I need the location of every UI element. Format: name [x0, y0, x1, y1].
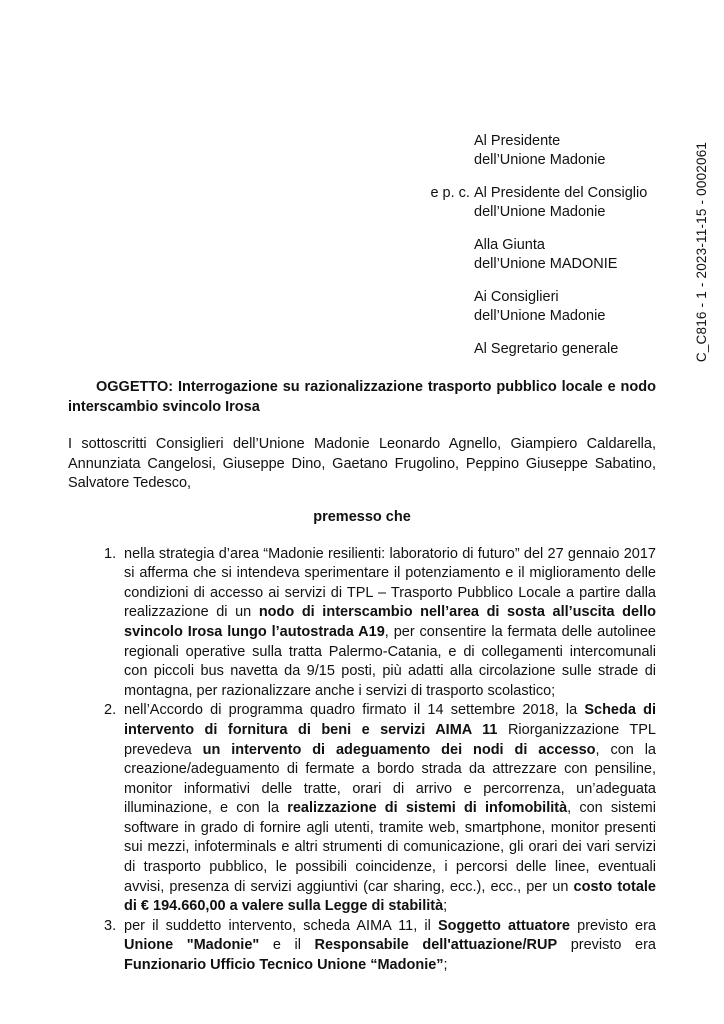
premise-bold-text: Responsabile dell'attuazione/RUP	[314, 937, 558, 954]
premise-bold-text: realizzazione di sistemi di infomobilità	[287, 800, 568, 817]
premise-text: ;	[443, 898, 448, 915]
premise-text: , per consentire la fermata delle autolinee regionali operative sulla tratta Palermo-Catania, e di collegamenti intercomunali con piccoli bus navetta da 9/15 posti, più adatti alla circolazione sulle strade di montagna, per razionalizzare anche i servizi di trasporto scolastico;	[124, 623, 656, 699]
document-body	[68, 378, 656, 976]
premise-number: 2.	[104, 702, 117, 719]
addressee-list	[420, 132, 660, 374]
premise-text: previsto era	[569, 917, 656, 934]
addressee-line: dell’Unione Madonie	[474, 151, 606, 168]
addressee-line: Alla Giunta	[474, 237, 545, 253]
premises-list	[68, 545, 656, 976]
premise-text: per il suddetto intervento, scheda AIMA 11, il	[124, 917, 438, 934]
addressee-prefix: e p. c.	[430, 185, 474, 201]
premesso-heading: premesso che	[313, 508, 411, 525]
protocol-stamp: C_C816 - 1 - 2023-11-15 - 0002061	[694, 141, 709, 363]
addressee-line: Ai Consiglieri	[474, 289, 559, 305]
addressee-line: dell’Unione MADONIE	[474, 255, 618, 272]
addressee-line: Al Presidente del Consiglio	[474, 185, 648, 201]
addressee-block	[420, 236, 660, 273]
premise-bold-text: Soggetto attuatore	[437, 917, 570, 934]
subject-line: OGGETTO: Interrogazione su razionalizzazione trasporto pubblico locale e nodo interscambio svincolo Irosa	[68, 379, 656, 415]
premise-number: 1.	[104, 545, 117, 562]
addressee-line: Al Presidente	[474, 133, 561, 149]
premise-bold-text: costo totale di € 194.660,00 a valere sulla Legge di stabilità	[124, 878, 656, 915]
premise-text: Riorganizzazione TPL prevedeva	[124, 721, 656, 758]
premise-item	[68, 701, 656, 917]
premise-bold-text: nodo di interscambio nell’area di sosta all’uscita dello svincolo Irosa lungo l’autostrada A19	[124, 604, 656, 640]
premise-text: nell’Accordo di programma quadro firmato il 14 settembre 2018, la	[124, 702, 585, 719]
premise-text: , con la creazione/adeguamento di fermate a bordo strada da attrezzare con pensiline, monitor informativi delle tratte, orari di arrivo e percorrenza, un’adeguata illuminazione, e con la	[124, 741, 656, 817]
premise-bold-text: Unione "Madonie"	[124, 937, 260, 954]
addressee-line: dell’Unione Madonie	[474, 307, 606, 324]
premise-item	[68, 545, 656, 702]
addressee-block	[420, 340, 660, 359]
premise-item	[68, 917, 656, 976]
premise-text: ;	[443, 957, 448, 974]
addressee-block	[420, 184, 660, 221]
premise-text: previsto era	[557, 937, 656, 954]
addressee-line: dell’Unione Madonie	[474, 203, 606, 220]
premise-bold-text: Scheda di intervento di fornitura di beni e servizi AIMA 11	[124, 702, 656, 738]
addressee-block	[420, 132, 660, 169]
premise-text: e il	[259, 937, 315, 954]
addressee-block	[420, 288, 660, 325]
premise-bold-text: Funzionario Ufficio Tecnico Unione “Madonie”	[124, 957, 444, 974]
addressee-line: Al Segretario generale	[474, 341, 619, 357]
premise-bold-text: un intervento di adeguamento dei nodi di accesso	[202, 741, 596, 758]
premise-text: nella strategia d’area “Madonie resilienti: laboratorio di futuro” del 27 gennaio 2017 si afferma che si intendeva sperimentare il potenziamento e il miglioramento delle condizioni di accesso ai servizi di TPL – Trasporto Pubblico Locale a partire dalla realizzazione di un	[124, 545, 656, 621]
intro-paragraph: I sottoscritti Consiglieri dell’Unione Madonie Leonardo Agnello, Giampiero Caldarella, Annunziata Cangelosi, Giuseppe Dino, Gaetano Frugolino, Peppino Giuseppe Sabatino, Salvatore Tedesco,	[68, 436, 656, 492]
premise-number: 3.	[104, 917, 117, 934]
premise-text: , con sistemi software in grado di fornire agli utenti, tramite web, smartphone, monitor presenti sui mezzi, infoterminals e altri strumenti di comunicazione, gli orari dei vari servizi di trasporto pubblico, le possibili coincidenze, i percorsi delle linee, eventuali avvisi, presenza di servizi aggiuntivi (car sharing, ecc.), ecc., per un	[124, 800, 656, 895]
